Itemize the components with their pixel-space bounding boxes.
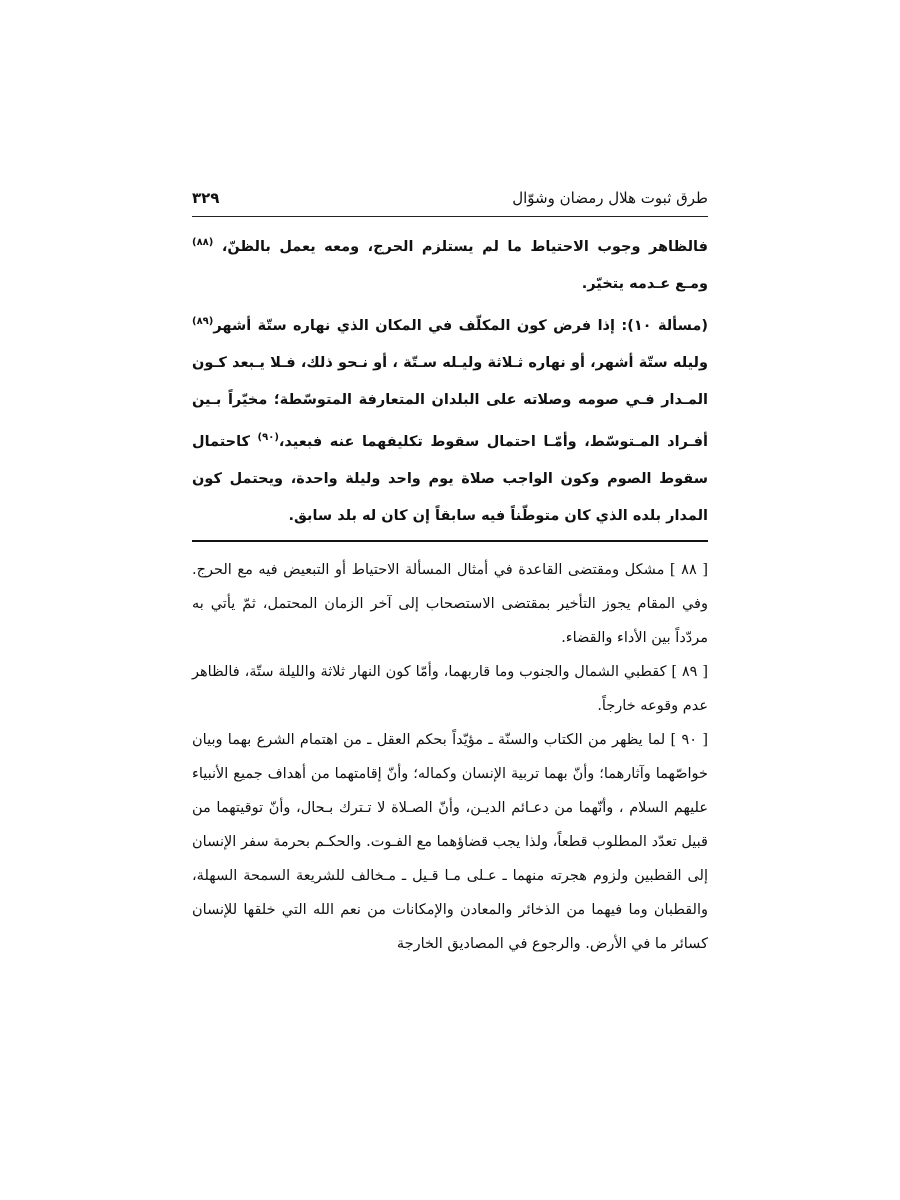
paragraph-1 [192, 224, 708, 303]
running-title: طرق ثبوت هلال رمضان وشوّال [512, 189, 708, 207]
footnote-89: [ ٨٩ ] كقطبي الشمال والجنوب وما قاربهما، وأمّا كون النهار ثلاثة والليلة ستّة، فالظاهر عدم وقوعه خارجاً. [192, 664, 708, 714]
paragraph-1-text: فالظاهر وجوب الاحتياط ما لم يستلزم الحرج، ومعه يعمل بالظنّ، [213, 239, 708, 255]
paragraph-2-text-b: وليله ستّة أشهر، أو نهاره ثـلاثة وليـله سـتّة ، أو نـحو ذلك، فـلا يـبعد كـون المـدار فـي صومه وصلاته على البلدان المتعارفة المتوسّطة؛ مخيّراً بـين أفـراد المـتوسّط، وأمّـا احتمال سقوط تكليفهما عنه فبعيد، [192, 355, 708, 450]
running-header [192, 189, 708, 213]
issue-label: (مسألة ١٠) [627, 318, 708, 334]
paragraph-2 [192, 303, 708, 535]
paragraph-1-tail: ومـع عـدمه يتخيّر. [581, 276, 708, 292]
footnotes [192, 553, 708, 961]
page-number: ٣٢٩ [192, 189, 220, 207]
header-rule [192, 216, 708, 217]
footnote-ref-90[interactable]: (٩٠) [257, 432, 279, 443]
footnote-88: [ ٨٨ ] مشكل ومقتضى القاعدة في أمثال المسألة الاحتياط أو التبعيض فيه مع الحرج. وفي المقام يجوز التأخير بمقتضى الاستصحاب إلى آخر الزمان المحتمل، ثمّ يأتي به مردّداً بين الأداء والقضاء. [192, 562, 708, 646]
main-text [192, 224, 708, 535]
paragraph-2-text-a: : إذا فرض كون المكلّف في المكان الذي نهاره ستّة أشهر [213, 318, 628, 334]
footnote-separator [192, 540, 708, 542]
footnote-ref-88[interactable]: (٨٨) [192, 237, 214, 248]
paragraph-2-text-c: كاحتمال سقوط الصوم وكون الواجب صلاة يوم واحد وليلة واحدة، ويحتمل كون المدار بلده الذي كان متوطّناً فيه سابقاً إن كان له بلد سابق. [192, 434, 708, 524]
footnote-90: [ ٩٠ ] لما يظهر من الكتاب والسنّة ـ مؤيّداً بحكم العقل ـ من اهتمام الشرع بهما وبيان خواصّهما وآثارهما؛ وأنّ بهما تربية الإنسان وكماله؛ وأنّ إقامتهما من أهداف جميع الأنبياء عليهم السلام ، وأنّهما من دعـائم الديـن، وأنّ الصـلاة لا تـترك بـحال، وأنّ توقيتهما من قبيل تعدّد المطلوب قطعاً، ولذا يجب قضاؤهما مع الفـوت. والحكـم بحرمة سفر الإنسان إلى القطبين ولزوم هجرته منهما ـ عـلى مـا قـيل ـ مـخالف للشريعة السمحة السهلة، والقطبان وما فيهما من الذخائر والمعادن والإمكانات من نعم الله التي خلقها للإنسان كسائر ما في الأرض. والرجوع في المصاديق الخارجة [192, 732, 708, 952]
footnote-ref-89[interactable]: (٨٩) [192, 316, 214, 327]
